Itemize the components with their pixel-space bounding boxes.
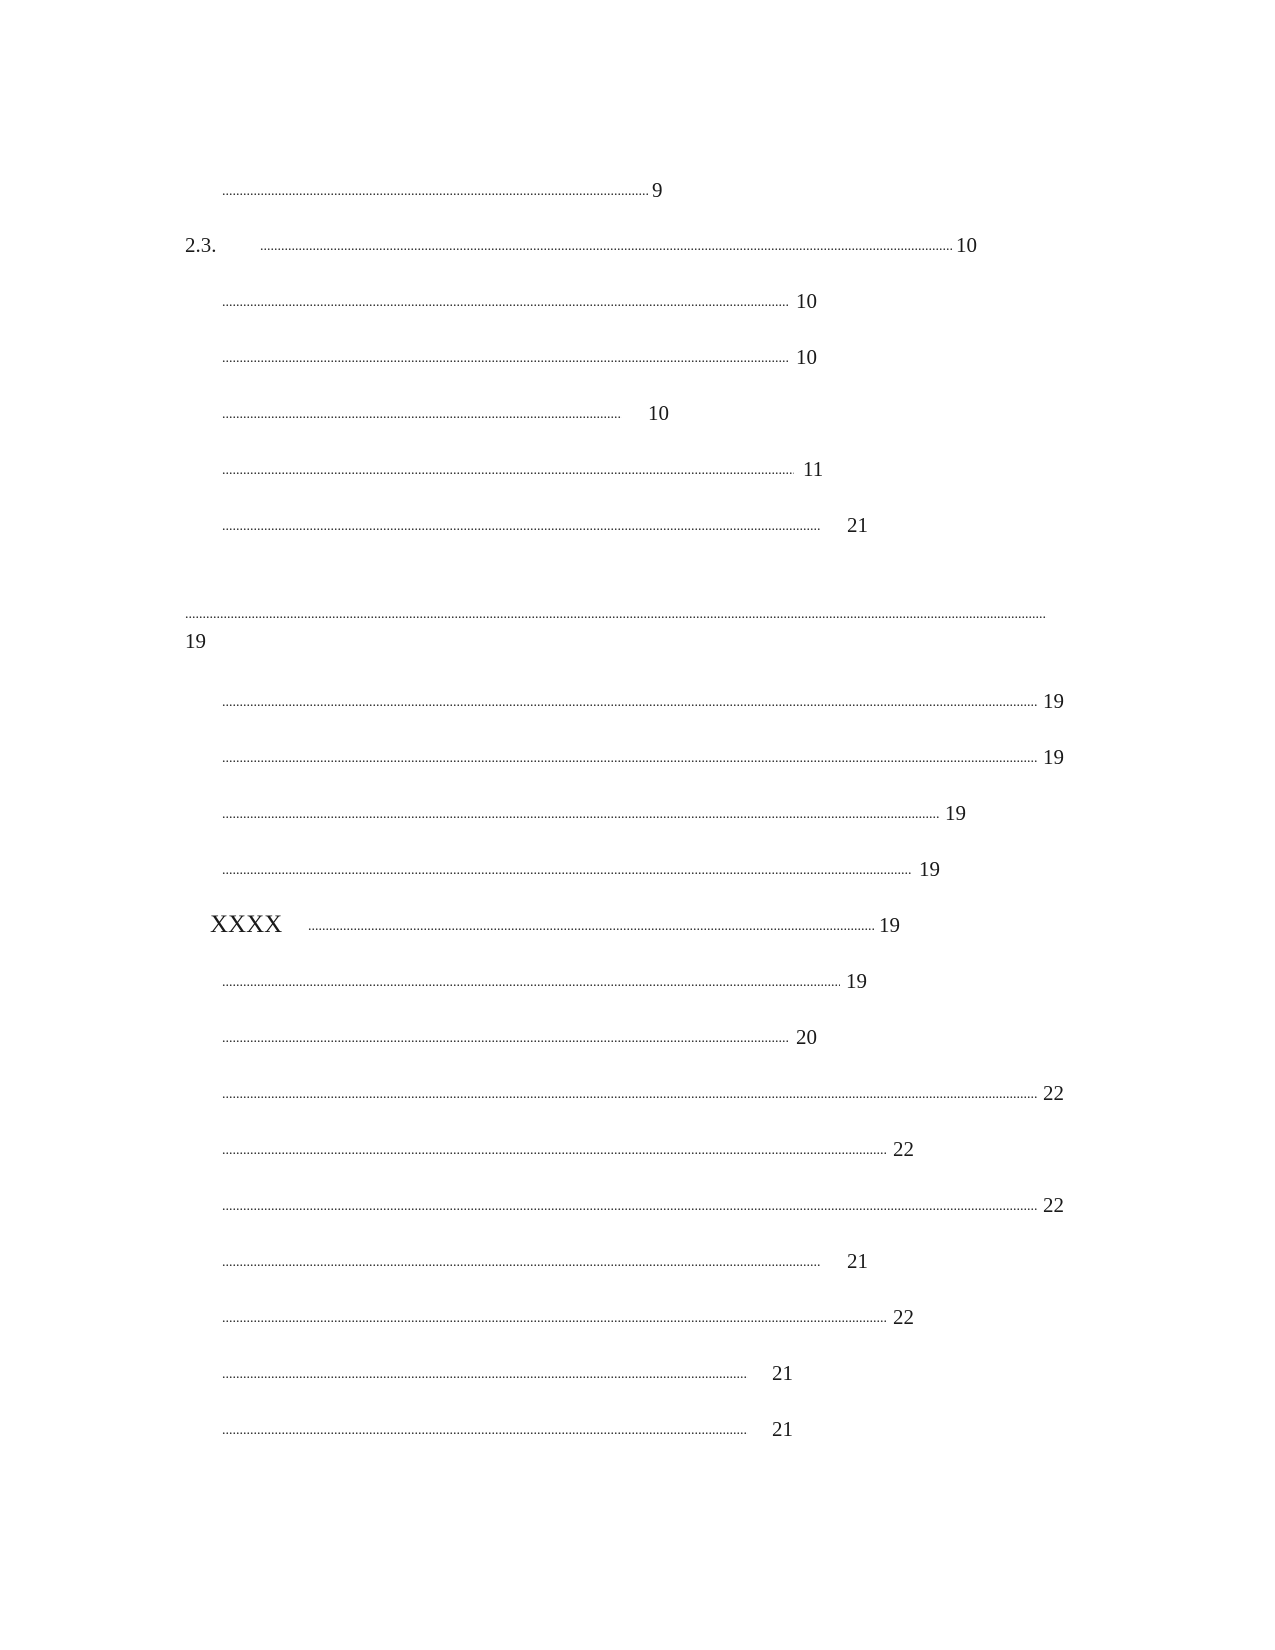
page-number: 10: [796, 345, 817, 369]
page-number: 19: [919, 857, 940, 881]
toc-entry[interactable]: [0, 1358, 1275, 1388]
dot-leader: [222, 1022, 788, 1052]
dot-leader: [222, 454, 794, 484]
dot-leader: [222, 966, 840, 996]
page-number: 11: [803, 457, 824, 481]
dot-leader: [222, 398, 622, 428]
dot-leader: [222, 175, 648, 205]
dot-leader: [222, 1246, 820, 1276]
toc-entry[interactable]: [0, 398, 1275, 428]
toc-entry[interactable]: [0, 854, 1275, 884]
toc-entry[interactable]: [0, 342, 1275, 372]
toc-entry[interactable]: [0, 1190, 1275, 1220]
page-number: 22: [893, 1305, 914, 1329]
toc-entry[interactable]: [0, 798, 1275, 828]
toc-entry[interactable]: [0, 1078, 1275, 1108]
page-number: 19: [879, 913, 900, 937]
toc-entry[interactable]: [0, 686, 1275, 716]
page-number: 10: [956, 233, 977, 257]
dot-leader: [260, 230, 952, 260]
dot-leader: [222, 1414, 748, 1444]
dot-leader: [222, 342, 788, 372]
dot-leader: [222, 686, 1037, 716]
page-number: 19: [945, 801, 966, 825]
page-number: 9: [652, 178, 663, 202]
page-number: 21: [772, 1361, 793, 1385]
toc-entry[interactable]: [0, 1134, 1275, 1164]
toc-entry[interactable]: [0, 1414, 1275, 1444]
dot-leader: [222, 854, 912, 884]
dot-leader: [222, 510, 820, 540]
toc-entry[interactable]: [0, 742, 1275, 772]
toc-entry[interactable]: [0, 230, 1275, 260]
toc-entry[interactable]: [0, 1022, 1275, 1052]
toc-entry[interactable]: [0, 966, 1275, 996]
page-number: 21: [772, 1417, 793, 1441]
page-number: 22: [893, 1137, 914, 1161]
toc-entry[interactable]: [0, 1302, 1275, 1332]
toc-entry[interactable]: [0, 510, 1275, 540]
dot-leader: [222, 1078, 1037, 1108]
toc-entry[interactable]: [0, 910, 1275, 940]
page-number: 21: [847, 1249, 868, 1273]
page-number: 19: [1043, 745, 1064, 769]
toc-entry[interactable]: [0, 1246, 1275, 1276]
page-number: 10: [648, 401, 669, 425]
page-number: 10: [796, 289, 817, 313]
toc-entry[interactable]: [0, 286, 1275, 316]
section-label: XXXX: [210, 911, 283, 938]
page-number: 19: [185, 629, 206, 653]
dot-leader: [222, 1190, 1037, 1220]
dot-leader: [222, 798, 940, 828]
page-number: 22: [1043, 1193, 1064, 1217]
page-number: 19: [846, 969, 867, 993]
dot-leader: [222, 1302, 886, 1332]
dot-leader: [308, 910, 874, 940]
page-number: 20: [796, 1025, 817, 1049]
dot-leader: [185, 598, 1047, 628]
dot-leader: [222, 742, 1037, 772]
toc-entry[interactable]: [0, 454, 1275, 484]
page-number: 19: [1043, 689, 1064, 713]
page-number: 22: [1043, 1081, 1064, 1105]
section-number: 2.3.: [185, 233, 217, 257]
page-number: 21: [847, 513, 868, 537]
toc-entry[interactable]: [0, 598, 1275, 658]
toc-entry[interactable]: [0, 175, 1275, 205]
dot-leader: [222, 286, 788, 316]
dot-leader: [222, 1358, 748, 1388]
dot-leader: [222, 1134, 886, 1164]
